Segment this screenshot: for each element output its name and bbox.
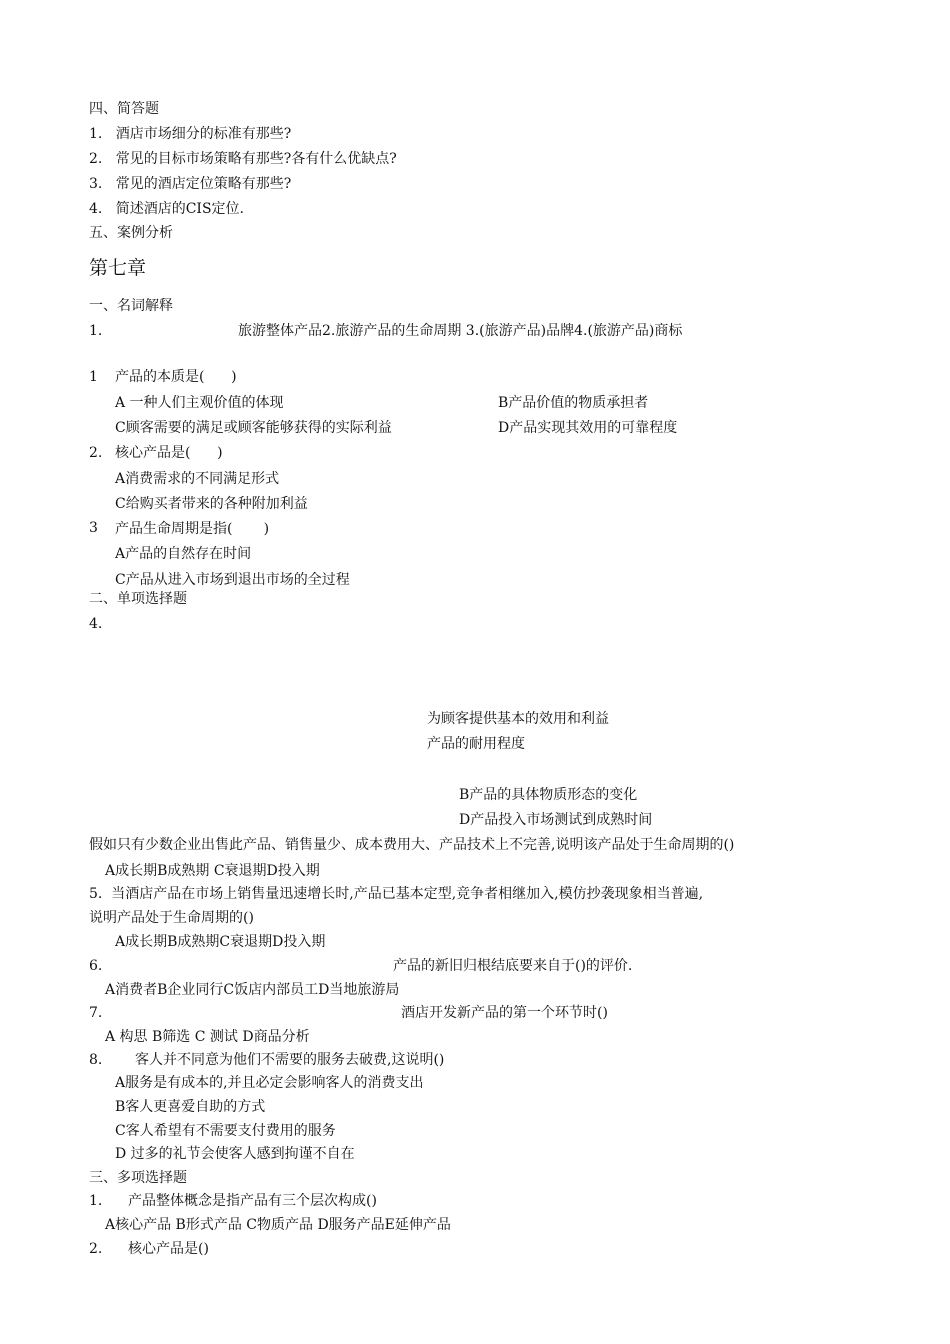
option-text: 产品的耐用程度 bbox=[427, 736, 525, 752]
question-line: 4. 简述酒店的CIS定位. bbox=[89, 201, 244, 217]
option-text: 为顾客提供基本的效用和利益 bbox=[427, 711, 609, 727]
section-heading-short-answer: 四、简答题 bbox=[89, 101, 159, 117]
question-line: 2. 常见的目标市场策略有那些?各有什么优缺点? bbox=[89, 151, 397, 167]
question-line: 1. 酒店市场细分的标准有那些? bbox=[89, 126, 292, 142]
option-text: D 过多的礼节会使客人感到拘谨不自在 bbox=[115, 1146, 355, 1162]
options-line: A核心产品 B形式产品 C物质产品 D服务产品E延伸产品 bbox=[105, 1217, 451, 1233]
option-text: B产品价值的物质承担者 bbox=[498, 395, 649, 411]
question-number: 8. bbox=[89, 1052, 103, 1068]
option-text: C给购买者带来的各种附加利益 bbox=[115, 496, 308, 512]
question-text: 说明产品处于生命周期的() bbox=[89, 910, 254, 926]
question-text: 核心产品是( ) bbox=[115, 445, 223, 461]
option-text: A消费需求的不同满足形式 bbox=[115, 471, 280, 487]
section-heading-multi-choice: 三、多项选择题 bbox=[89, 1170, 187, 1186]
question-text: 产品的新旧归根结底要来自于()的评价. bbox=[393, 958, 633, 974]
question-number: 2. bbox=[89, 445, 103, 461]
section-heading-terms: 一、名词解释 bbox=[89, 298, 173, 314]
section-heading-single-choice: 二、单项选择题 bbox=[89, 591, 187, 607]
question-text: 假如只有少数企业出售此产品、销售量少、成本费用大、产品技术上不完善,说明该产品处于生命周期的() bbox=[89, 837, 735, 853]
question-number: 4. bbox=[89, 616, 103, 632]
question-text: 核心产品是() bbox=[128, 1241, 209, 1257]
question-number: 2. bbox=[89, 1241, 103, 1257]
question-line: 3. 常见的酒店定位策略有那些? bbox=[89, 176, 292, 192]
option-text: C顾客需要的满足或顾客能够获得的实际利益 bbox=[115, 420, 392, 436]
question-number: 6. bbox=[89, 958, 103, 974]
chapter-title: 第七章 bbox=[89, 257, 147, 279]
option-text: D产品投入市场测试到成熟时间 bbox=[459, 812, 653, 828]
option-text: A 一种人们主观价值的体现 bbox=[115, 395, 284, 411]
question-number: 3 bbox=[89, 520, 98, 536]
question-text: 酒店开发新产品的第一个环节时() bbox=[401, 1005, 608, 1021]
option-text: A产品的自然存在时间 bbox=[115, 546, 252, 562]
option-text: A服务是有成本的,并且必定会影响客人的消费支出 bbox=[115, 1075, 424, 1091]
question-number: 1 bbox=[89, 369, 98, 385]
option-text: C客人希望有不需要支付费用的服务 bbox=[115, 1123, 336, 1139]
option-text: B客人更喜爱自助的方式 bbox=[115, 1099, 266, 1115]
terms-text: 旅游整体产品2.旅游产品的生命周期 3.(旅游产品)品牌4.(旅游产品)商标 bbox=[238, 323, 683, 339]
question-text: 产品生命周期是指( ) bbox=[115, 521, 270, 537]
options-line: A 构思 B筛选 C 测试 D商品分析 bbox=[105, 1029, 310, 1045]
question-number: 7. bbox=[89, 1005, 103, 1021]
question-number: 1. bbox=[89, 323, 103, 339]
question-number: 1. bbox=[89, 1193, 103, 1209]
option-text: B产品的具体物质形态的变化 bbox=[459, 787, 638, 803]
section-heading-case-analysis: 五、案例分析 bbox=[89, 225, 173, 241]
question-text: 产品的本质是( ) bbox=[115, 369, 237, 385]
options-line: A成长期B成熟期 C衰退期D投入期 bbox=[105, 863, 320, 879]
options-line: A成长期B成熟期C衰退期D投入期 bbox=[115, 934, 326, 950]
options-line: A消费者B企业同行C饭店内部员工D当地旅游局 bbox=[105, 982, 400, 998]
option-text: C产品从进入市场到退出市场的全过程 bbox=[115, 572, 350, 588]
question-text: 5. 当酒店产品在市场上销售量迅速增长时,产品已基本定型,竞争者相继加入,模仿抄袭现象相当普遍, bbox=[89, 886, 704, 902]
option-text: D产品实现其效用的可靠程度 bbox=[498, 420, 678, 436]
question-text: 产品整体概念是指产品有三个层次构成() bbox=[128, 1193, 377, 1209]
question-text: 客人并不同意为他们不需要的服务去破费,这说明() bbox=[135, 1052, 445, 1068]
